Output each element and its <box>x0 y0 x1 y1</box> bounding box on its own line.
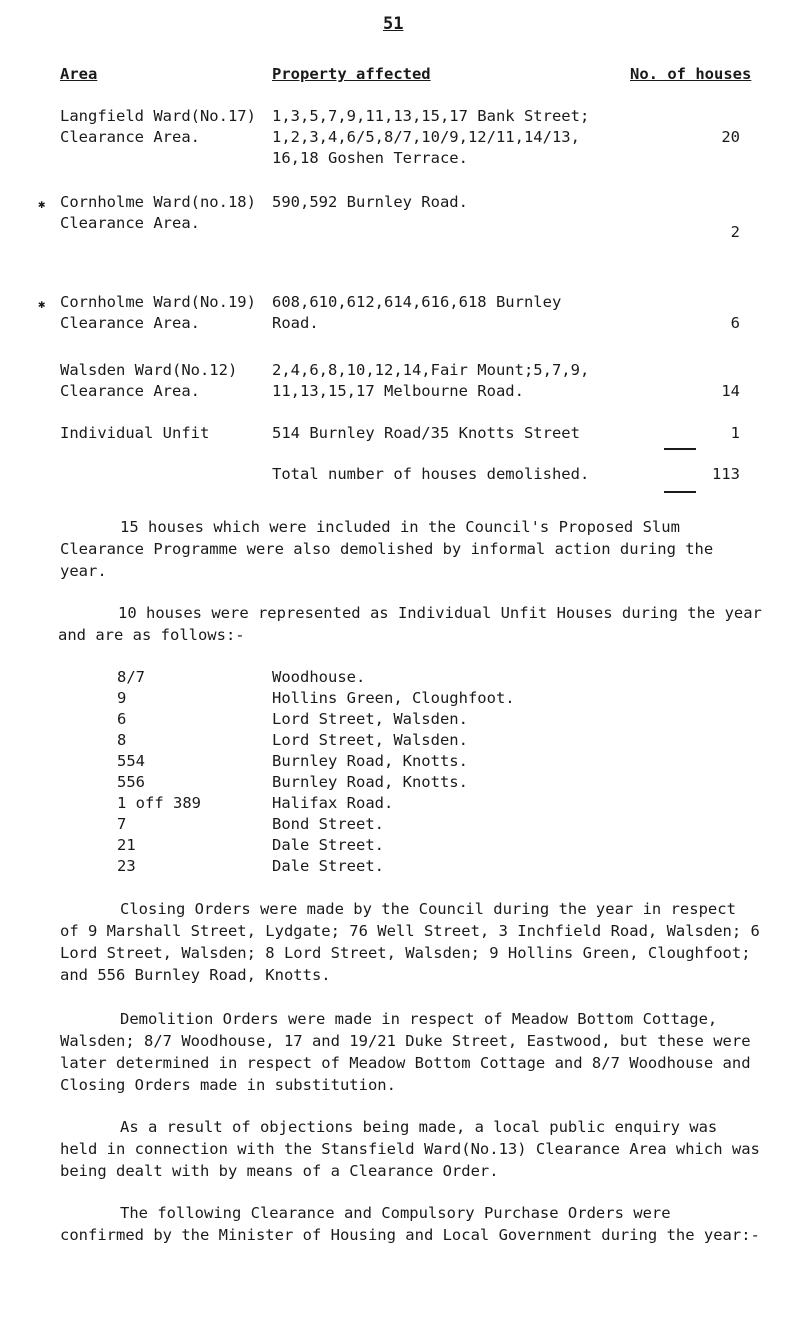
property-line: 2,4,6,8,10,12,14,Fair Mount;5,7,9, <box>272 361 590 379</box>
property-line: 608,610,612,614,616,618 Burnley <box>272 293 562 311</box>
total-value: 113 <box>712 465 740 483</box>
houses-count: 6 <box>730 314 740 332</box>
paragraph-text: Closing Orders were made by the Council during the year in respect of 9 Marshall Street, Lydgate; 76 Well Street, 3 Inchfield Road, Walsden; 6 Lord Street, Walsden; 8 Lord Street, Walsden; 9 Hollins Green, Cloughfoot; and 556 Burnley Road, Knotts. <box>60 900 760 984</box>
list-item-address: Woodhouse. <box>272 668 366 686</box>
property-line: 11,13,15,17 Melbourne Road. <box>272 382 524 400</box>
list-item-address: Burnley Road, Knotts. <box>272 773 468 791</box>
total-rule-top <box>664 448 696 450</box>
area-line: Cornholme Ward(no.18) <box>60 193 256 211</box>
total-rule-bottom <box>664 491 696 493</box>
houses-count: 1 <box>730 424 740 442</box>
houses-count: 2 <box>730 223 740 241</box>
list-item-address: Hollins Green, Cloughfoot. <box>272 689 515 707</box>
paragraph-demolition-orders <box>60 1008 760 1096</box>
paragraph-text: As a result of objections being made, a local public enquiry was held in connection with the Stansfield Ward(No.13) Clearance Area which was being dealt with by means of a Clearance Order. <box>60 1118 760 1180</box>
houses-count: 20 <box>721 128 740 146</box>
list-item-number: 556 <box>117 773 145 791</box>
list-item-number: 6 <box>117 710 127 728</box>
list-item-address: Bond Street. <box>272 815 384 833</box>
list-item-address: Dale Street. <box>272 836 384 854</box>
column-header-houses: No. of houses <box>630 65 752 83</box>
area-line: Clearance Area. <box>60 382 200 400</box>
list-item-address: Lord Street, Walsden. <box>272 710 468 728</box>
total-label: Total number of houses demolished. <box>272 465 590 483</box>
paragraph-unfit-intro <box>58 602 770 646</box>
paragraph-text: 10 houses were represented as Individual Unfit Houses during the year and are as follows:- <box>58 604 762 644</box>
list-item-number: 554 <box>117 752 145 770</box>
list-item-address: Burnley Road, Knotts. <box>272 752 468 770</box>
property-line: 1,3,5,7,9,11,13,15,17 Bank Street; <box>272 107 590 125</box>
area-line: Clearance Area. <box>60 128 200 146</box>
property-line: Road. <box>272 314 319 332</box>
area-line: Clearance Area. <box>60 214 200 232</box>
paragraph-closing-orders <box>60 898 760 986</box>
list-item-address: Halifax Road. <box>272 794 394 812</box>
list-item-number: 8 <box>117 731 127 749</box>
list-item-number: 9 <box>117 689 127 707</box>
area-line: Cornholme Ward(No.19) <box>60 293 256 311</box>
houses-count: 14 <box>721 382 740 400</box>
paragraph-text: The following Clearance and Compulsory Purchase Orders were confirmed by the Minister of Housing and Local Government during the year:- <box>60 1204 760 1244</box>
area-line: Clearance Area. <box>60 314 200 332</box>
list-item-address: Dale Street. <box>272 857 384 875</box>
area-line: Individual Unfit <box>60 424 210 442</box>
property-line: 590,592 Burnley Road. <box>272 193 468 211</box>
area-line: Walsden Ward(No.12) <box>60 361 238 379</box>
column-header-area: Area <box>60 65 98 83</box>
list-item-number: 7 <box>117 815 127 833</box>
asterisk-mark-icon: ✱ <box>38 297 46 311</box>
list-item-number: 8/7 <box>117 668 145 686</box>
list-item-address: Lord Street, Walsden. <box>272 731 468 749</box>
paragraph-slum-clearance <box>60 516 760 582</box>
paragraph-text: 15 houses which were included in the Council's Proposed Slum Clearance Programme were also demolished by informal action during the year. <box>60 518 714 580</box>
list-item-number: 23 <box>117 857 136 875</box>
paragraph-confirmed-orders <box>60 1202 760 1246</box>
list-item-number: 1 off 389 <box>117 794 201 812</box>
property-line: 16,18 Goshen Terrace. <box>272 149 468 167</box>
property-line: 514 Burnley Road/35 Knotts Street <box>272 424 580 442</box>
paragraph-text: Demolition Orders were made in respect of Meadow Bottom Cottage, Walsden; 8/7 Woodhouse, 17 and 19/21 Duke Street, Eastwood, but these were later determined in respect of Meadow Bottom Cottage and 8/7 Woodhouse and Closing Orders made in substitution. <box>60 1010 751 1094</box>
page-number: 51 <box>383 14 404 34</box>
asterisk-mark-icon: ✱ <box>38 197 46 211</box>
column-header-property: Property affected <box>272 65 431 83</box>
area-line: Langfield Ward(No.17) <box>60 107 256 125</box>
paragraph-public-enquiry <box>60 1116 760 1182</box>
list-item-number: 21 <box>117 836 136 854</box>
property-line: 1,2,3,4,6/5,8/7,10/9,12/11,14/13, <box>272 128 580 146</box>
